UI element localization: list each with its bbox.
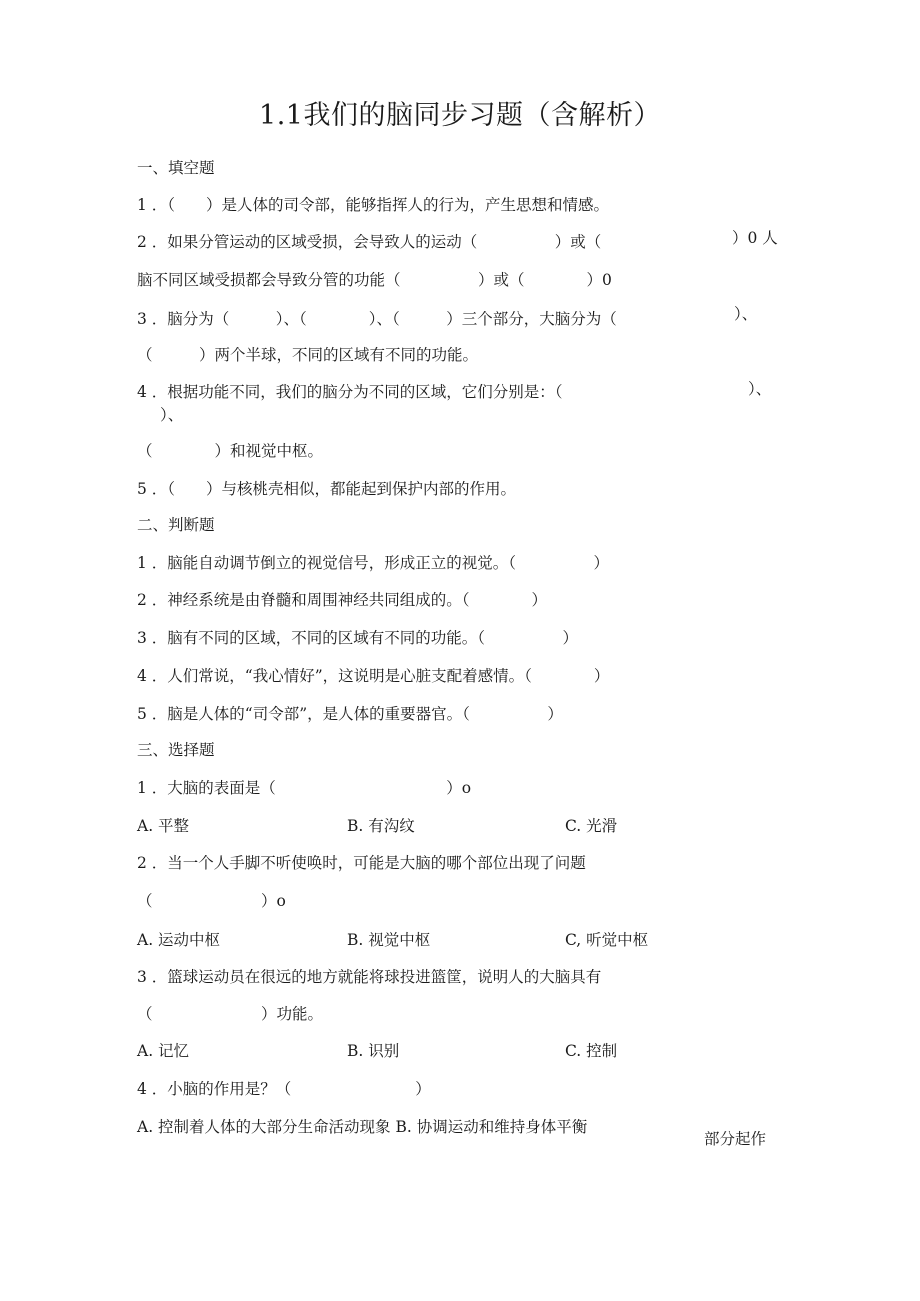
choice-question-1-option-b: B. 有沟纹 <box>347 817 415 835</box>
fill-question-4-line-1-tail: ）、 <box>748 380 772 398</box>
fill-question-4-line-1b: ）、 <box>160 406 184 424</box>
choice-question-3-line-1: 3 ．篮球运动员在很远的地方就能将球投进篮筐，说明人的大脑具有 <box>137 968 602 986</box>
judge-question-1: 1 ．脑能自动调节倒立的视觉信号，形成正立的视觉。（ ） <box>137 554 610 572</box>
choice-question-3-option-c: C. 控制 <box>565 1042 618 1060</box>
fill-question-3-line-1: 3 ．脑分为（ ）、（ ）、（ ）三个部分，大脑分为（ <box>137 310 617 328</box>
choice-question-2-option-c: C, 听觉中枢 <box>565 931 649 949</box>
judge-question-3: 3 ．脑有不同的区域，不同的区域有不同的功能。（ ） <box>137 629 579 647</box>
fill-question-4-line-2: （ ）和视觉中枢。 <box>137 442 324 460</box>
fill-question-2-line-2: 脑不同区域受损都会导致分管的功能（ ）或（ ）0 <box>137 271 612 289</box>
choice-question-2-option-b: B. 视觉中枢 <box>347 931 431 949</box>
fill-question-2-line-1: 2 ．如果分管运动的区域受损，会导致人的运动（ ）或（ <box>137 233 602 251</box>
choice-question-2-line-1: 2 ．当一个人手脚不听使唤时，可能是大脑的哪个部位出现了问题 <box>137 854 586 872</box>
choice-question-1-option-c: C. 光滑 <box>565 817 618 835</box>
section-heading-fill: 一、填空题 <box>137 159 215 177</box>
fill-question-3-line-2: （ ）两个半球，不同的区域有不同的功能。 <box>137 346 479 364</box>
choice-question-2-option-a: A. 运动中枢 <box>137 931 221 949</box>
choice-question-4-fragment: 部分起作 <box>704 1130 767 1148</box>
choice-question-2-line-2: （ ）o <box>137 892 286 910</box>
section-heading-judge: 二、判断题 <box>137 516 215 534</box>
choice-question-4: 4 ．小脑的作用是？（ ） <box>137 1080 431 1098</box>
fill-question-4-line-1: 4 ．根据功能不同，我们的脑分为不同的区域，它们分别是：（ <box>137 383 563 401</box>
judge-question-5: 5 ．脑是人体的“司令部”，是人体的重要器官。（ ） <box>137 705 563 723</box>
choice-question-3-line-2: （ ）功能。 <box>137 1005 324 1023</box>
choice-question-3-option-a: A. 记忆 <box>137 1042 190 1060</box>
choice-question-1-option-a: A. 平整 <box>137 817 190 835</box>
choice-question-1: 1 ．大脑的表面是（ ）o <box>137 779 472 797</box>
section-heading-choice: 三、选择题 <box>137 741 215 759</box>
judge-question-2: 2 ．神经系统是由脊髓和周围神经共同组成的。（ ） <box>137 591 548 609</box>
fill-question-3-line-1-tail: ）、 <box>734 305 758 323</box>
page-title: 1.1我们的脑同步习题（含解析） <box>259 100 661 131</box>
choice-question-4-option-a-b: A. 控制着人体的大部分生命活动现象 B. 协调运动和维持身体平衡 <box>137 1118 588 1136</box>
judge-question-4: 4 ．人们常说，“我心情好”，这说明是心脏支配着感情。（ ） <box>137 667 610 685</box>
choice-question-3-option-b: B. 识别 <box>347 1042 400 1060</box>
fill-question-2-line-1-tail: ）0 人 <box>732 229 778 247</box>
fill-question-5: 5 ．（ ）与核桃壳相似，都能起到保护内部的作用。 <box>137 480 517 498</box>
fill-question-1: 1 ．（ ）是人体的司令部，能够指挥人的行为，产生思想和情感。 <box>137 196 610 214</box>
